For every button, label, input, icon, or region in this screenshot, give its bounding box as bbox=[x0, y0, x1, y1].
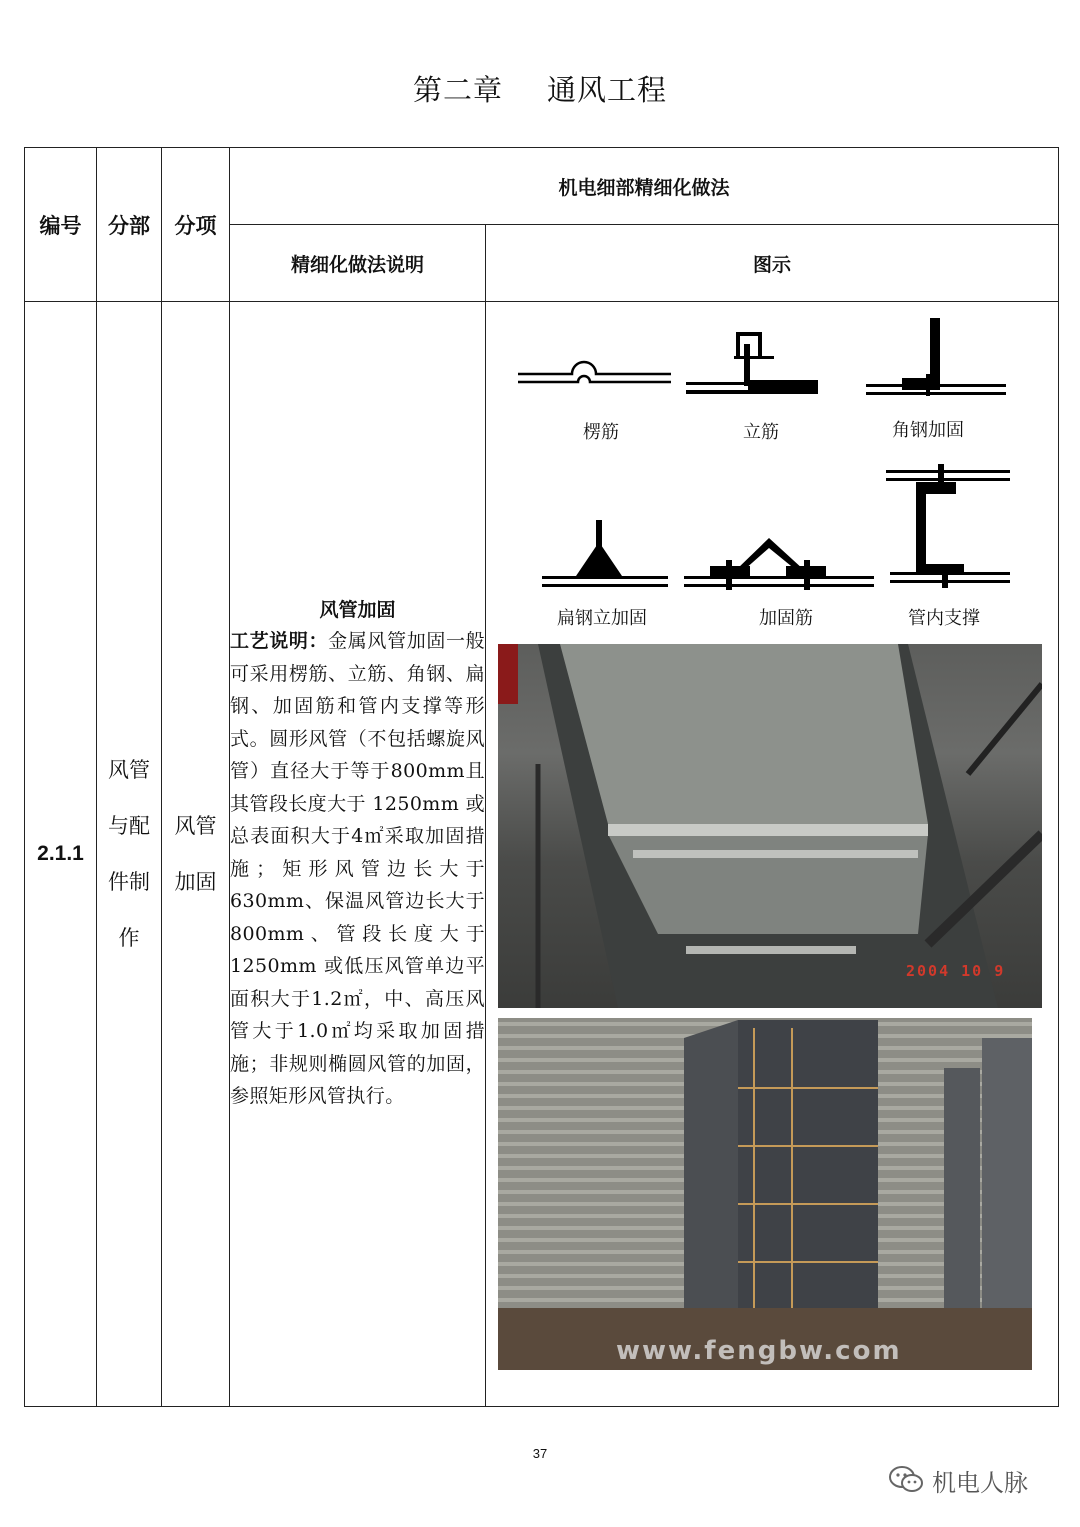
row-illustration bbox=[486, 302, 1059, 1407]
diagram-label: 加固筋 bbox=[759, 608, 813, 629]
standing-rib-diagram bbox=[686, 332, 818, 394]
row-item bbox=[162, 302, 230, 1407]
row-division bbox=[97, 302, 162, 1407]
detail-table bbox=[24, 147, 1059, 1407]
stiffener-diagram bbox=[684, 538, 874, 590]
header-description: 精细化做法说明 bbox=[230, 225, 486, 302]
item-line: 加固 bbox=[174, 870, 217, 894]
description-title: 风管加固 bbox=[319, 599, 396, 622]
item-line: 风管 bbox=[174, 814, 217, 838]
division-line: 作 bbox=[118, 926, 140, 950]
duct-photo bbox=[498, 644, 1042, 1008]
diagram-label: 角钢加固 bbox=[892, 420, 964, 441]
photo-date-stamp: 2004 10 9 bbox=[906, 962, 1006, 980]
row-code: 2.1.1 bbox=[25, 302, 97, 1407]
brand-watermark bbox=[888, 1460, 1028, 1500]
diagram-label: 管内支撑 bbox=[908, 608, 980, 629]
row-description bbox=[230, 302, 486, 1407]
header-division: 分部 bbox=[97, 148, 162, 302]
division-line: 风管 bbox=[108, 758, 150, 782]
photo-watermark: www.fengbw.com bbox=[616, 1336, 902, 1366]
header-illustration: 图示 bbox=[486, 225, 1059, 302]
reinforcement-diagrams bbox=[486, 302, 1057, 632]
duct-support-photo bbox=[498, 1018, 1032, 1370]
header-item: 分项 bbox=[162, 148, 230, 302]
header-group: 机电细部精细化做法 bbox=[230, 148, 1059, 225]
internal-support-diagram bbox=[886, 464, 1010, 588]
description-text: 金属风管加固一般可采用楞筋、立筋、角钢、扁钢、加固筋和管内支撑等形式。圆形风管（不包括螺旋风管）直径大于等于800mm且其管段长度大于 1250mm 或总表面积大于4㎡采取加固措施；矩形风管边长大于630mm、保温风管边长大于 800mm、管段长度大于 1250mm 或低压风管单边平面积大于1.2㎡，中、高压风管大于1.0㎡均采取加固措施；非规则椭圆风管的加固，参照矩形风管执行。 bbox=[230, 630, 485, 1108]
page-number: 37 bbox=[532, 1446, 548, 1461]
brand-name: 机电人脉 bbox=[932, 1468, 1028, 1497]
angle-steel-diagram bbox=[866, 318, 1006, 396]
division-line: 件制 bbox=[108, 870, 150, 894]
ridge-rib-diagram bbox=[518, 362, 671, 382]
description-body bbox=[230, 625, 485, 1113]
division-line: 与配 bbox=[108, 814, 150, 838]
diagram-label: 楞筋 bbox=[583, 422, 619, 443]
diagram-label: 立筋 bbox=[743, 422, 779, 443]
flat-steel-diagram bbox=[542, 520, 668, 587]
diagram-label: 扁钢立加固 bbox=[557, 608, 647, 629]
chapter-title: 第二章 通风工程 bbox=[412, 73, 668, 107]
wechat-icon bbox=[888, 1465, 924, 1495]
description-label: 工艺说明： bbox=[230, 630, 329, 653]
header-code: 编号 bbox=[25, 148, 97, 302]
